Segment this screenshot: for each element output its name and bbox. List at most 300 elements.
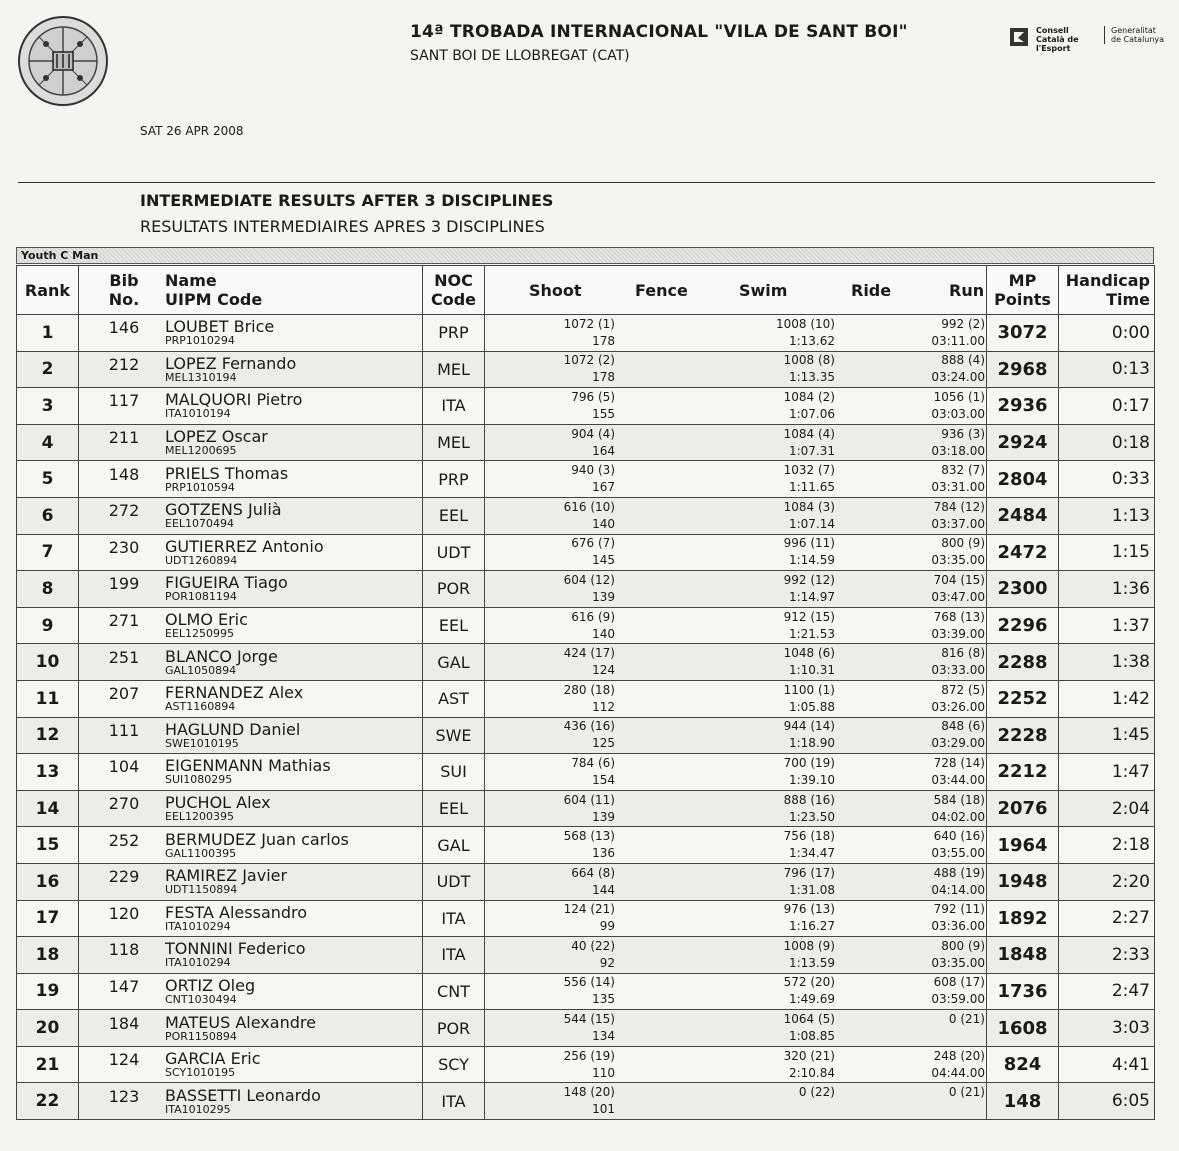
discipline-cell (485, 461, 987, 498)
shoot-points: 616 (9) (571, 609, 615, 624)
athlete-name: GUTIERREZ Antonio (165, 536, 324, 556)
rank-cell: 17 (17, 900, 79, 937)
swim-time: 1:39.10 (788, 772, 835, 787)
uipm-code: ITA1010194 (165, 407, 231, 421)
sponsor-generalitat: Generalitat de Catalunya (1104, 26, 1165, 44)
rank-cell: 15 (17, 827, 79, 864)
shoot-points: 904 (4) (571, 426, 615, 441)
discipline-cell (485, 790, 987, 827)
handicap-time: 1:38 (1059, 644, 1155, 681)
noc-code: ITA (423, 937, 485, 974)
discipline-cell (485, 827, 987, 864)
athlete-name: BERMUDEZ Juan carlos (165, 829, 349, 849)
shoot-points: 556 (14) (563, 975, 615, 990)
handicap-time: 3:03 (1059, 1010, 1155, 1047)
run-points: 848 (6) (941, 719, 985, 734)
run-time: 03:39.00 (931, 626, 985, 641)
noc-code: UDT (423, 534, 485, 571)
swim-points: 992 (12) (783, 572, 835, 587)
mp-points: 2924 (987, 424, 1059, 461)
uipm-code: AST1160894 (165, 700, 236, 714)
shoot-score: 99 (599, 919, 615, 934)
rank-cell: 6 (17, 497, 79, 534)
swim-points: 756 (18) (783, 829, 835, 844)
mp-points: 2076 (987, 790, 1059, 827)
col-handicap: Handicap Time (1059, 266, 1155, 315)
discipline-cell (485, 1046, 987, 1083)
handicap-time: 0:00 (1059, 315, 1155, 352)
athlete-cell (79, 388, 423, 425)
run-points: 872 (5) (941, 682, 985, 697)
uipm-code: GAL1050894 (165, 663, 237, 677)
mp-points: 1608 (987, 1010, 1059, 1047)
shoot-points: 568 (13) (563, 829, 615, 844)
swim-time: 1:21.53 (788, 626, 835, 641)
run-time: 03:29.00 (931, 736, 985, 751)
shoot-score: 112 (592, 699, 615, 714)
table-row (17, 315, 1155, 352)
col-mp-points: MP Points (987, 266, 1059, 315)
bib-number: 118 (108, 940, 140, 960)
rank-cell: 1 (17, 315, 79, 352)
athlete-cell (79, 754, 423, 791)
noc-code: POR (423, 571, 485, 608)
athlete-name: FIGUEIRA Tiago (165, 573, 288, 593)
athlete-cell (79, 461, 423, 498)
discipline-cell (485, 388, 987, 425)
bib-number: 229 (108, 867, 140, 887)
results-table (16, 265, 1155, 1120)
bib-number: 199 (108, 574, 140, 594)
uipm-code: MEL1310194 (165, 370, 237, 384)
swim-points: 0 (22) (798, 1085, 835, 1100)
noc-code: EEL (423, 607, 485, 644)
swim-time: 1:14.59 (788, 553, 835, 568)
rank-cell: 5 (17, 461, 79, 498)
run-time: 03:55.00 (931, 846, 985, 861)
col-rank: Rank (17, 266, 79, 315)
swim-time: 1:08.85 (788, 1029, 835, 1044)
shoot-score: 110 (592, 1065, 615, 1080)
swim-points: 912 (15) (783, 609, 835, 624)
table-row (17, 534, 1155, 571)
table-row (17, 790, 1155, 827)
discipline-cell (485, 680, 987, 717)
rank-cell: 21 (17, 1046, 79, 1083)
rank-cell: 11 (17, 680, 79, 717)
athlete-name: EIGENMANN Mathias (165, 756, 331, 776)
noc-code: SWE (423, 717, 485, 754)
swim-time: 1:13.35 (788, 370, 835, 385)
run-time: 04:14.00 (931, 882, 985, 897)
athlete-cell (79, 351, 423, 388)
rank-cell: 22 (17, 1083, 79, 1120)
table-row (17, 680, 1155, 717)
uipm-code: PRP1010594 (165, 480, 235, 494)
uipm-code: PRP1010294 (165, 334, 235, 348)
rank-cell: 9 (17, 607, 79, 644)
rank-cell: 10 (17, 644, 79, 681)
noc-code: CNT (423, 973, 485, 1010)
run-time: 03:47.00 (931, 589, 985, 604)
swim-points: 1084 (4) (783, 426, 835, 441)
run-points: 768 (13) (933, 609, 985, 624)
rank-cell: 12 (17, 717, 79, 754)
table-row (17, 937, 1155, 974)
handicap-time: 2:47 (1059, 973, 1155, 1010)
swim-time: 1:05.88 (788, 699, 835, 714)
rank-cell: 8 (17, 571, 79, 608)
noc-code: AST (423, 680, 485, 717)
noc-code: SUI (423, 754, 485, 791)
athlete-name: FESTA Alessandro (165, 902, 308, 922)
run-points: 800 (9) (941, 536, 985, 551)
discipline-cell (485, 717, 987, 754)
uipm-code: POR1150894 (165, 1029, 237, 1043)
uipm-code: POR1081194 (165, 590, 237, 604)
event-date: SAT 26 APR 2008 (140, 124, 244, 138)
noc-code: ITA (423, 1083, 485, 1120)
athlete-cell (79, 315, 423, 352)
bib-number: 123 (108, 1086, 140, 1106)
run-points: 888 (4) (941, 353, 985, 368)
bib-number: 184 (108, 1013, 140, 1033)
noc-code: ITA (423, 900, 485, 937)
rank-cell: 16 (17, 863, 79, 900)
handicap-time: 1:42 (1059, 680, 1155, 717)
table-row (17, 571, 1155, 608)
athlete-name: ORTIZ Oleg (165, 975, 256, 995)
athlete-name: FERNANDEZ Alex (165, 683, 304, 703)
run-time: 03:37.00 (931, 516, 985, 531)
shoot-score: 92 (599, 955, 615, 970)
mp-points: 1848 (987, 937, 1059, 974)
shoot-score: 140 (592, 516, 615, 531)
run-points: 816 (8) (941, 646, 985, 661)
run-points: 1056 (1) (933, 389, 985, 404)
bib-number: 251 (108, 647, 140, 667)
mp-points: 2288 (987, 644, 1059, 681)
swim-time: 1:07.06 (788, 406, 835, 421)
shoot-score: 178 (592, 370, 615, 385)
athlete-cell (79, 1083, 423, 1120)
uipm-code: SWE1010195 (165, 736, 239, 750)
bib-number: 252 (108, 830, 140, 850)
discipline-cell (485, 315, 987, 352)
run-points: 0 (21) (948, 1085, 985, 1100)
swim-time: 1:07.14 (788, 516, 835, 531)
run-time: 03:03.00 (931, 406, 985, 421)
run-time: 03:35.00 (931, 955, 985, 970)
uipm-code: ITA1010294 (165, 919, 231, 933)
discipline-cell (485, 607, 987, 644)
discipline-cell (485, 571, 987, 608)
shoot-points: 280 (18) (563, 682, 615, 697)
bib-number: 207 (108, 684, 140, 704)
run-points: 248 (20) (933, 1048, 985, 1063)
noc-code: MEL (423, 351, 485, 388)
run-points: 936 (3) (941, 426, 985, 441)
sponsor-logos (1012, 26, 1165, 56)
swim-points: 1048 (6) (783, 646, 835, 661)
uipm-code: MEL1200695 (165, 444, 237, 458)
athlete-cell (79, 937, 423, 974)
bib-number: 120 (108, 903, 140, 923)
mp-points: 2968 (987, 351, 1059, 388)
swim-points: 1008 (8) (783, 353, 835, 368)
shoot-score: 144 (592, 882, 615, 897)
bib-number: 147 (108, 976, 140, 996)
bib-number: 117 (108, 391, 140, 411)
swim-time: 1:14.97 (788, 589, 835, 604)
rank-cell: 18 (17, 937, 79, 974)
mp-points: 2252 (987, 680, 1059, 717)
swim-points: 996 (11) (783, 536, 835, 551)
handicap-time: 0:18 (1059, 424, 1155, 461)
event-location: SANT BOI DE LLOBREGAT (CAT) (410, 48, 630, 64)
mp-points: 2472 (987, 534, 1059, 571)
rank-cell: 2 (17, 351, 79, 388)
consell-logo-icon (1010, 26, 1030, 48)
swim-points: 1084 (2) (783, 389, 835, 404)
shoot-points: 796 (5) (571, 389, 615, 404)
uipm-code: ITA1010295 (165, 1102, 231, 1116)
run-time: 03:31.00 (931, 480, 985, 495)
shoot-score: 178 (592, 333, 615, 348)
athlete-cell (79, 863, 423, 900)
rank-cell: 4 (17, 424, 79, 461)
table-row (17, 1046, 1155, 1083)
run-points: 608 (17) (933, 975, 985, 990)
handicap-time: 2:33 (1059, 937, 1155, 974)
bib-number: 230 (108, 537, 140, 557)
handicap-time: 1:15 (1059, 534, 1155, 571)
handicap-time: 0:17 (1059, 388, 1155, 425)
run-time: 03:18.00 (931, 443, 985, 458)
bib-number: 270 (108, 794, 140, 814)
athlete-name: LOPEZ Oscar (165, 427, 268, 447)
mp-points: 2804 (987, 461, 1059, 498)
athlete-name: OLMO Eric (165, 610, 248, 630)
shoot-score: 101 (592, 1102, 615, 1117)
noc-code: GAL (423, 644, 485, 681)
rank-cell: 13 (17, 754, 79, 791)
uipm-code: SUI1080295 (165, 773, 233, 787)
handicap-time: 6:05 (1059, 1083, 1155, 1120)
rank-cell: 19 (17, 973, 79, 1010)
run-points: 832 (7) (941, 463, 985, 478)
bib-number: 104 (108, 757, 140, 777)
shoot-score: 145 (592, 553, 615, 568)
handicap-time: 0:13 (1059, 351, 1155, 388)
noc-code: PRP (423, 461, 485, 498)
shoot-points: 1072 (1) (563, 316, 615, 331)
swim-time: 1:13.62 (788, 333, 835, 348)
col-name (79, 266, 423, 315)
swim-points: 320 (21) (783, 1048, 835, 1063)
table-row (17, 644, 1155, 681)
rank-cell: 14 (17, 790, 79, 827)
shoot-score: 124 (592, 663, 615, 678)
table-row (17, 827, 1155, 864)
swim-points: 1008 (10) (776, 316, 835, 331)
athlete-name: BASSETTI Leonardo (165, 1085, 321, 1105)
bib-number: 124 (108, 1050, 140, 1070)
uipm-code: EEL1200395 (165, 810, 235, 824)
rank-cell: 3 (17, 388, 79, 425)
handicap-time: 2:04 (1059, 790, 1155, 827)
col-bib: Bib No. (108, 271, 140, 309)
athlete-cell (79, 607, 423, 644)
athlete-name: HAGLUND Daniel (165, 719, 301, 739)
shoot-points: 40 (22) (571, 938, 615, 953)
run-time: 04:44.00 (931, 1065, 985, 1080)
col-noc: NOC Code (423, 266, 485, 315)
run-points: 640 (16) (933, 829, 985, 844)
handicap-time: 2:27 (1059, 900, 1155, 937)
noc-code: GAL (423, 827, 485, 864)
athlete-cell (79, 571, 423, 608)
swim-time: 1:16.27 (788, 919, 835, 934)
table-row (17, 973, 1155, 1010)
shoot-score: 134 (592, 1029, 615, 1044)
discipline-cell (485, 644, 987, 681)
athlete-cell (79, 900, 423, 937)
run-points: 704 (15) (933, 572, 985, 587)
table-row (17, 754, 1155, 791)
bib-number: 211 (108, 428, 140, 448)
mp-points: 1892 (987, 900, 1059, 937)
athlete-cell (79, 424, 423, 461)
athlete-name: GARCIA Eric (165, 1049, 261, 1069)
discipline-cell (485, 351, 987, 388)
mp-points: 2484 (987, 497, 1059, 534)
run-time: 03:26.00 (931, 699, 985, 714)
noc-code: UDT (423, 863, 485, 900)
athlete-cell (79, 644, 423, 681)
shoot-score: 139 (592, 589, 615, 604)
shoot-points: 604 (11) (563, 792, 615, 807)
col-swim: Swim (739, 281, 788, 300)
discipline-cell (485, 754, 987, 791)
run-points: 784 (12) (933, 499, 985, 514)
mp-points: 1948 (987, 863, 1059, 900)
run-points: 728 (14) (933, 755, 985, 770)
handicap-time: 2:20 (1059, 863, 1155, 900)
shoot-points: 436 (16) (563, 719, 615, 734)
swim-time: 1:10.31 (788, 663, 835, 678)
noc-code: POR (423, 1010, 485, 1047)
table-row (17, 497, 1155, 534)
shoot-points: 604 (12) (563, 572, 615, 587)
swim-points: 1100 (1) (783, 682, 835, 697)
swim-points: 976 (13) (783, 902, 835, 917)
athlete-name: PUCHOL Alex (165, 793, 271, 813)
col-run: Run (949, 281, 985, 300)
swim-points: 572 (20) (783, 975, 835, 990)
table-row (17, 607, 1155, 644)
shoot-score: 125 (592, 736, 615, 751)
results-title-english: INTERMEDIATE RESULTS AFTER 3 DISCIPLINES (140, 191, 554, 210)
athlete-cell (79, 497, 423, 534)
col-fence: Fence (635, 281, 688, 300)
swim-time: 1:18.90 (788, 736, 835, 751)
uipm-code: CNT1030494 (165, 992, 237, 1006)
run-points: 0 (21) (948, 1012, 985, 1027)
handicap-time: 1:13 (1059, 497, 1155, 534)
run-time: 03:36.00 (931, 919, 985, 934)
swim-time: 1:49.69 (788, 992, 835, 1007)
athlete-name: TONNINI Federico (165, 939, 306, 959)
table-row (17, 1083, 1155, 1120)
discipline-cell (485, 1010, 987, 1047)
athlete-name: MALQUORI Pietro (165, 390, 303, 410)
discipline-cell (485, 1083, 987, 1120)
header-divider (18, 182, 1155, 183)
col-shoot: Shoot (529, 281, 582, 300)
shoot-score: 164 (592, 443, 615, 458)
swim-points: 888 (16) (783, 792, 835, 807)
mp-points: 2296 (987, 607, 1059, 644)
run-time: 04:02.00 (931, 809, 985, 824)
athlete-name: RAMIREZ Javier (165, 866, 288, 886)
table-row (17, 717, 1155, 754)
athlete-cell (79, 1046, 423, 1083)
shoot-score: 139 (592, 809, 615, 824)
mp-points: 824 (987, 1046, 1059, 1083)
swim-time: 1:34.47 (788, 846, 835, 861)
mp-points: 2300 (987, 571, 1059, 608)
uipm-code: UDT1260894 (165, 553, 238, 567)
athlete-name: LOPEZ Fernando (165, 353, 297, 373)
shoot-points: 616 (10) (563, 499, 615, 514)
athlete-name: BLANCO Jorge (165, 646, 278, 666)
handicap-time: 1:45 (1059, 717, 1155, 754)
swim-time: 2:10.84 (788, 1065, 835, 1080)
discipline-cell (485, 900, 987, 937)
mp-points: 2212 (987, 754, 1059, 791)
swim-time: 1:13.59 (788, 955, 835, 970)
swim-points: 1032 (7) (783, 463, 835, 478)
discipline-cell (485, 937, 987, 974)
table-row (17, 388, 1155, 425)
run-time: 03:44.00 (931, 772, 985, 787)
shoot-score: 140 (592, 626, 615, 641)
category-bar: Youth C Man (16, 247, 1154, 264)
table-row (17, 424, 1155, 461)
run-time: 03:24.00 (931, 370, 985, 385)
table-header-row (17, 266, 1155, 315)
run-time: 03:11.00 (931, 333, 985, 348)
handicap-time: 2:18 (1059, 827, 1155, 864)
shoot-score: 135 (592, 992, 615, 1007)
uipm-code: SCY1010195 (165, 1066, 236, 1080)
shoot-points: 148 (20) (563, 1085, 615, 1100)
shoot-points: 1072 (2) (563, 353, 615, 368)
noc-code: EEL (423, 790, 485, 827)
swim-time: 1:07.31 (788, 443, 835, 458)
sponsor-consell: Consell Català de l'Esport (1036, 26, 1079, 53)
mp-points: 1736 (987, 973, 1059, 1010)
bib-number: 146 (108, 318, 140, 338)
run-points: 488 (19) (933, 865, 985, 880)
athlete-cell (79, 717, 423, 754)
shoot-score: 167 (592, 480, 615, 495)
rank-cell: 7 (17, 534, 79, 571)
discipline-cell (485, 534, 987, 571)
run-points: 792 (11) (933, 902, 985, 917)
athlete-cell (79, 827, 423, 864)
